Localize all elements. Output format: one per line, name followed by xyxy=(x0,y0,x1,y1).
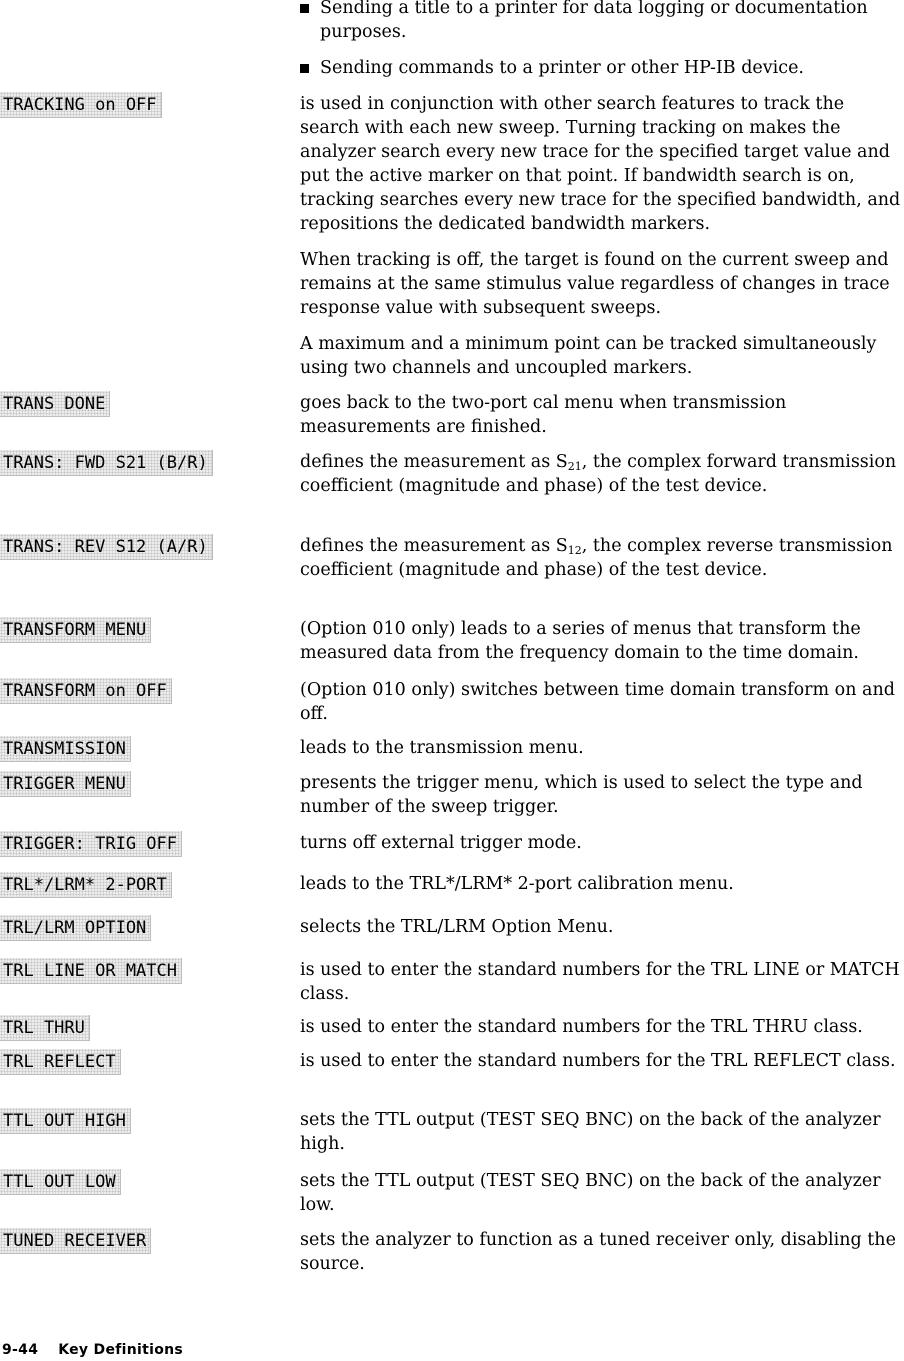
softkey-label: TRL REFLECT xyxy=(0,1049,121,1075)
description-paragraph xyxy=(300,450,904,498)
description-paragraph: sets the TTL output (TEST SEQ BNC) on the back of the analyzer low. xyxy=(300,1171,881,1215)
key-description xyxy=(300,1015,904,1039)
description-paragraph: goes back to the two-port cal menu when transmission measurements are finished. xyxy=(300,393,787,437)
softkey-label: TRL LINE OR MATCH xyxy=(0,958,182,984)
key-description xyxy=(300,771,904,819)
softkey-label: TRANSFORM on OFF xyxy=(0,678,172,704)
description-paragraph: is used to enter the standard numbers for the TRL THRU class. xyxy=(300,1017,863,1037)
section-title: Key Definitions xyxy=(58,1342,184,1358)
softkey-label: TRIGGER: TRIG OFF xyxy=(0,831,182,857)
description-paragraph: selects the TRL/LRM Option Menu. xyxy=(300,917,614,937)
description-paragraph: leads to the TRL*/LRM* 2-port calibration menu. xyxy=(300,874,734,894)
description-paragraph: A maximum and a minimum point can be tracked simultaneously using two channels and uncoupled markers. xyxy=(300,334,877,378)
bullet-item xyxy=(300,56,900,80)
key-description xyxy=(300,391,904,439)
description-paragraph: is used to enter the standard numbers for the TRL REFLECT class. xyxy=(300,1051,896,1071)
bullet-text: Sending a title to a printer for data logging or documentation purposes. xyxy=(320,0,868,42)
key-description xyxy=(300,872,904,896)
key-description xyxy=(300,450,904,498)
desc-text: , the complex forward transmission coefficient (magnitude and phase) of the test device. xyxy=(300,452,897,496)
bullet-text: Sending commands to a printer or other HP-IB device. xyxy=(320,58,804,78)
softkey-label: TRANS DONE xyxy=(0,391,110,417)
softkey-label: TTL OUT LOW xyxy=(0,1169,121,1195)
softkey-label: TRANSFORM MENU xyxy=(0,617,151,643)
bullet-item xyxy=(300,0,900,44)
page-number: 9-44 xyxy=(2,1342,39,1358)
description-paragraph: presents the trigger menu, which is used to select the type and number of the sweep trigger. xyxy=(300,773,863,817)
description-paragraph: is used in conjunction with other search features to track the search with each new sweep. Turning tracking on makes the analyzer search every new trace for the specified target value and put the active marker on that point. If bandwidth search is on, tracking searches every new trace for the specified bandwidth, and repositions the dedicated bandwidth markers. xyxy=(300,94,901,234)
description-paragraph: leads to the transmission menu. xyxy=(300,738,584,758)
softkey-label: TTL OUT HIGH xyxy=(0,1108,131,1134)
softkey-label: TRL THRU xyxy=(0,1015,90,1041)
subscript: 21 xyxy=(567,460,582,473)
description-paragraph: is used to enter the standard numbers for the TRL LINE or MATCH class. xyxy=(300,960,900,1004)
page-footer xyxy=(2,1340,183,1360)
description-paragraph: sets the TTL output (TEST SEQ BNC) on the back of the analyzer high. xyxy=(300,1110,881,1154)
description-paragraph: turns off external trigger mode. xyxy=(300,833,582,853)
key-description xyxy=(300,831,904,855)
description-paragraph: When tracking is off, the target is found on the current sweep and remains at the same stimulus value regardless of changes in trace response value with subsequent sweeps. xyxy=(300,250,890,318)
key-description xyxy=(300,736,904,760)
key-description xyxy=(300,1169,904,1217)
softkey-label: TRANS: FWD S21 (B/R) xyxy=(0,450,213,476)
description-paragraph xyxy=(300,534,904,582)
description-paragraph: sets the analyzer to function as a tuned receiver only, disabling the source. xyxy=(300,1230,896,1274)
key-description xyxy=(300,617,904,665)
description-paragraph: (Option 010 only) leads to a series of menus that transform the measured data from the frequency domain to the time domain. xyxy=(300,619,861,663)
softkey-label: TRACKING on OFF xyxy=(0,92,162,118)
description-paragraph: (Option 010 only) switches between time domain transform on and off. xyxy=(300,680,895,724)
softkey-label: TRANSMISSION xyxy=(0,736,131,762)
key-description xyxy=(300,915,904,939)
key-description xyxy=(300,1108,904,1156)
softkey-label: TRIGGER MENU xyxy=(0,771,131,797)
square-bullet-icon xyxy=(300,4,309,13)
key-description xyxy=(300,1228,904,1276)
subscript: 12 xyxy=(567,544,582,557)
desc-text: defines the measurement as S xyxy=(300,536,568,556)
key-description xyxy=(300,958,904,1006)
square-bullet-icon xyxy=(300,64,309,73)
softkey-label: TRL*/LRM* 2-PORT xyxy=(0,872,172,898)
softkey-label: TRL/LRM OPTION xyxy=(0,915,151,941)
key-description xyxy=(300,678,904,726)
desc-text: , the complex reverse transmission coefficient (magnitude and phase) of the test device. xyxy=(300,536,893,580)
desc-text: defines the measurement as S xyxy=(300,452,568,472)
softkey-label: TUNED RECEIVER xyxy=(0,1228,151,1254)
key-description xyxy=(300,534,904,582)
key-description xyxy=(300,1049,904,1073)
softkey-label: TRANS: REV S12 (A/R) xyxy=(0,534,213,560)
key-description xyxy=(300,92,904,380)
